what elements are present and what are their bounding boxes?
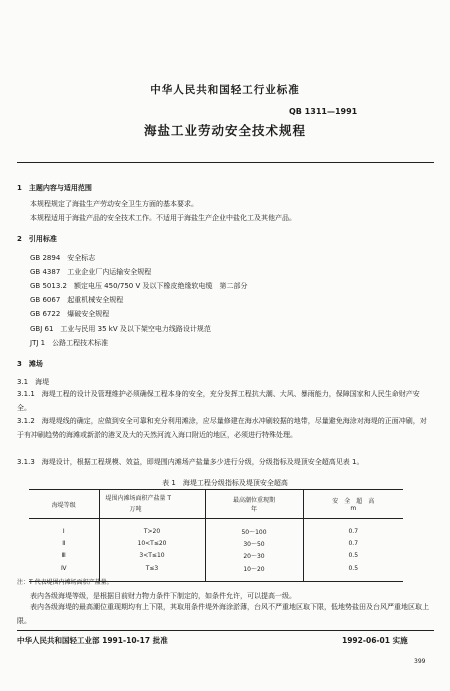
table-1-note: 注：T 代表堤围内滩场面积产盐量。 <box>17 579 113 586</box>
section-1-paragraph-1: 本规程规定了海盐生产劳动安全卫生方面的基本要求。 <box>30 200 198 208</box>
table-row <box>29 537 403 549</box>
header-tide <box>205 490 303 519</box>
header-output-label: 堤围内滩场面积产盐量 T <box>105 495 172 502</box>
cell-output: 10<T≤20 <box>99 537 205 549</box>
cell-grade: Ⅲ <box>61 551 66 559</box>
footer-divider <box>17 630 434 631</box>
reference-item: GB 2894 安全标志 <box>30 254 96 262</box>
section-3-heading: 3 滩场 <box>17 360 43 368</box>
cell-grade: Ⅱ <box>62 539 66 547</box>
section-1-heading: 1 主题内容与适用范围 <box>17 184 92 192</box>
table-1 <box>29 489 403 582</box>
table-row <box>29 519 403 538</box>
clause-3-1-2: 3.1.2 海堤堤线的确定，应做到安全可靠和充分利用滩涂，应尽量修建在海水冲刷较据的地带，尽量避免海涂对海堤的正面冲刷，对于有冲刷趋势的海滩或新淤的港叉及大的天然河流入海口附近的地区，必须进行特殊处理。 <box>17 417 427 439</box>
header-grade: 海堤等级 <box>29 490 99 519</box>
reference-item: GB 4387 工业企业厂内运输安全规程 <box>30 268 152 276</box>
cell-grade: Ⅳ <box>29 561 99 582</box>
cell-tide: 20～30 <box>205 549 303 561</box>
reference-item: JTJ 1 公路工程技术标准 <box>30 339 109 347</box>
clause-3-1-3: 3.1.3 海堤设计，根据工程规模、效益，即堤围内滩场产盐量多少进行分级，分级指标及堤顶安全超高见表 1。 <box>17 458 364 466</box>
cell-tide: 50～100 <box>205 519 303 538</box>
reference-item: GBJ 61 工业与民用 35 kV 及以下架空电力线路设计规范 <box>30 325 211 333</box>
effective-date: 1992-06-01 实施 <box>342 636 408 645</box>
header-tide-unit: 年 <box>250 506 257 513</box>
cell-height: 0.7 <box>303 519 403 538</box>
table-1-explanation-1: 表内各级海堤等级，是根据目前财力物力条件下制定的，如条件允许，可以提高一级。 <box>30 592 296 600</box>
ministry-title: 中华人民共和国轻工行业标准 <box>150 84 300 96</box>
header-divider <box>17 162 434 163</box>
header-output <box>99 490 205 519</box>
section-2-heading: 2 引用标准 <box>17 235 57 243</box>
cell-tide: 30～50 <box>205 537 303 549</box>
table-1-caption: 表 1 海堤工程分级指标及堤顶安全超高 <box>162 479 288 487</box>
reference-item: GB 6067 起重机械安全规程 <box>30 296 124 304</box>
subsection-3-1-heading: 3.1 海堤 <box>17 378 50 386</box>
clause-3-1-1: 3.1.1 海堤工程的设计及管理维护必须确保工程本身的安全，充分发挥工程抗大潮、大风、暴雨能力，保障国家和人民生命财产安全。 <box>17 390 420 412</box>
header-height-label: 安 全 超 高 <box>332 498 375 505</box>
standard-number: QB 1311—1991 <box>289 107 358 116</box>
table-1-explanation-2: 表内各级海堤的最高潮位重现期均有上下限，其取用条件堤外海涂淤薄，台风不严重地区取下限，低地势盐田及台风严重地区取上限。 <box>17 603 429 625</box>
cell-output: 3<T≤10 <box>99 549 205 561</box>
section-1-paragraph-2: 本规程适用于海盐产品的安全技术工作。不适用于海盐生产企业中盐化工及其他产品。 <box>30 214 296 222</box>
reference-item: GB 6722 爆破安全规程 <box>30 310 110 318</box>
cell-height: 0.5 <box>303 549 403 561</box>
cell-output: T≤3 <box>99 561 205 582</box>
cell-height: 0.5 <box>303 561 403 582</box>
cell-height: 0.7 <box>303 537 403 549</box>
approval-line: 中华人民共和国轻工业部 1991-10-17 批准 <box>17 636 168 645</box>
cell-tide: 10～20 <box>205 561 303 582</box>
header-height-unit: m <box>350 505 357 512</box>
reference-item: GB 5013.2 额定电压 450/750 V 及以下橡皮绝缘软电缆 第二部分 <box>30 282 248 290</box>
cell-grade: Ⅰ <box>62 527 65 535</box>
cell-output: T>20 <box>99 519 205 538</box>
document-title: 海盐工业劳动安全技术规程 <box>143 123 306 138</box>
table-row <box>29 549 403 561</box>
header-tide-label: 最高潮位重现期 <box>232 497 275 504</box>
header-height <box>303 490 403 519</box>
header-output-unit: 万吨 <box>129 506 142 513</box>
page-number: 399 <box>414 658 426 665</box>
